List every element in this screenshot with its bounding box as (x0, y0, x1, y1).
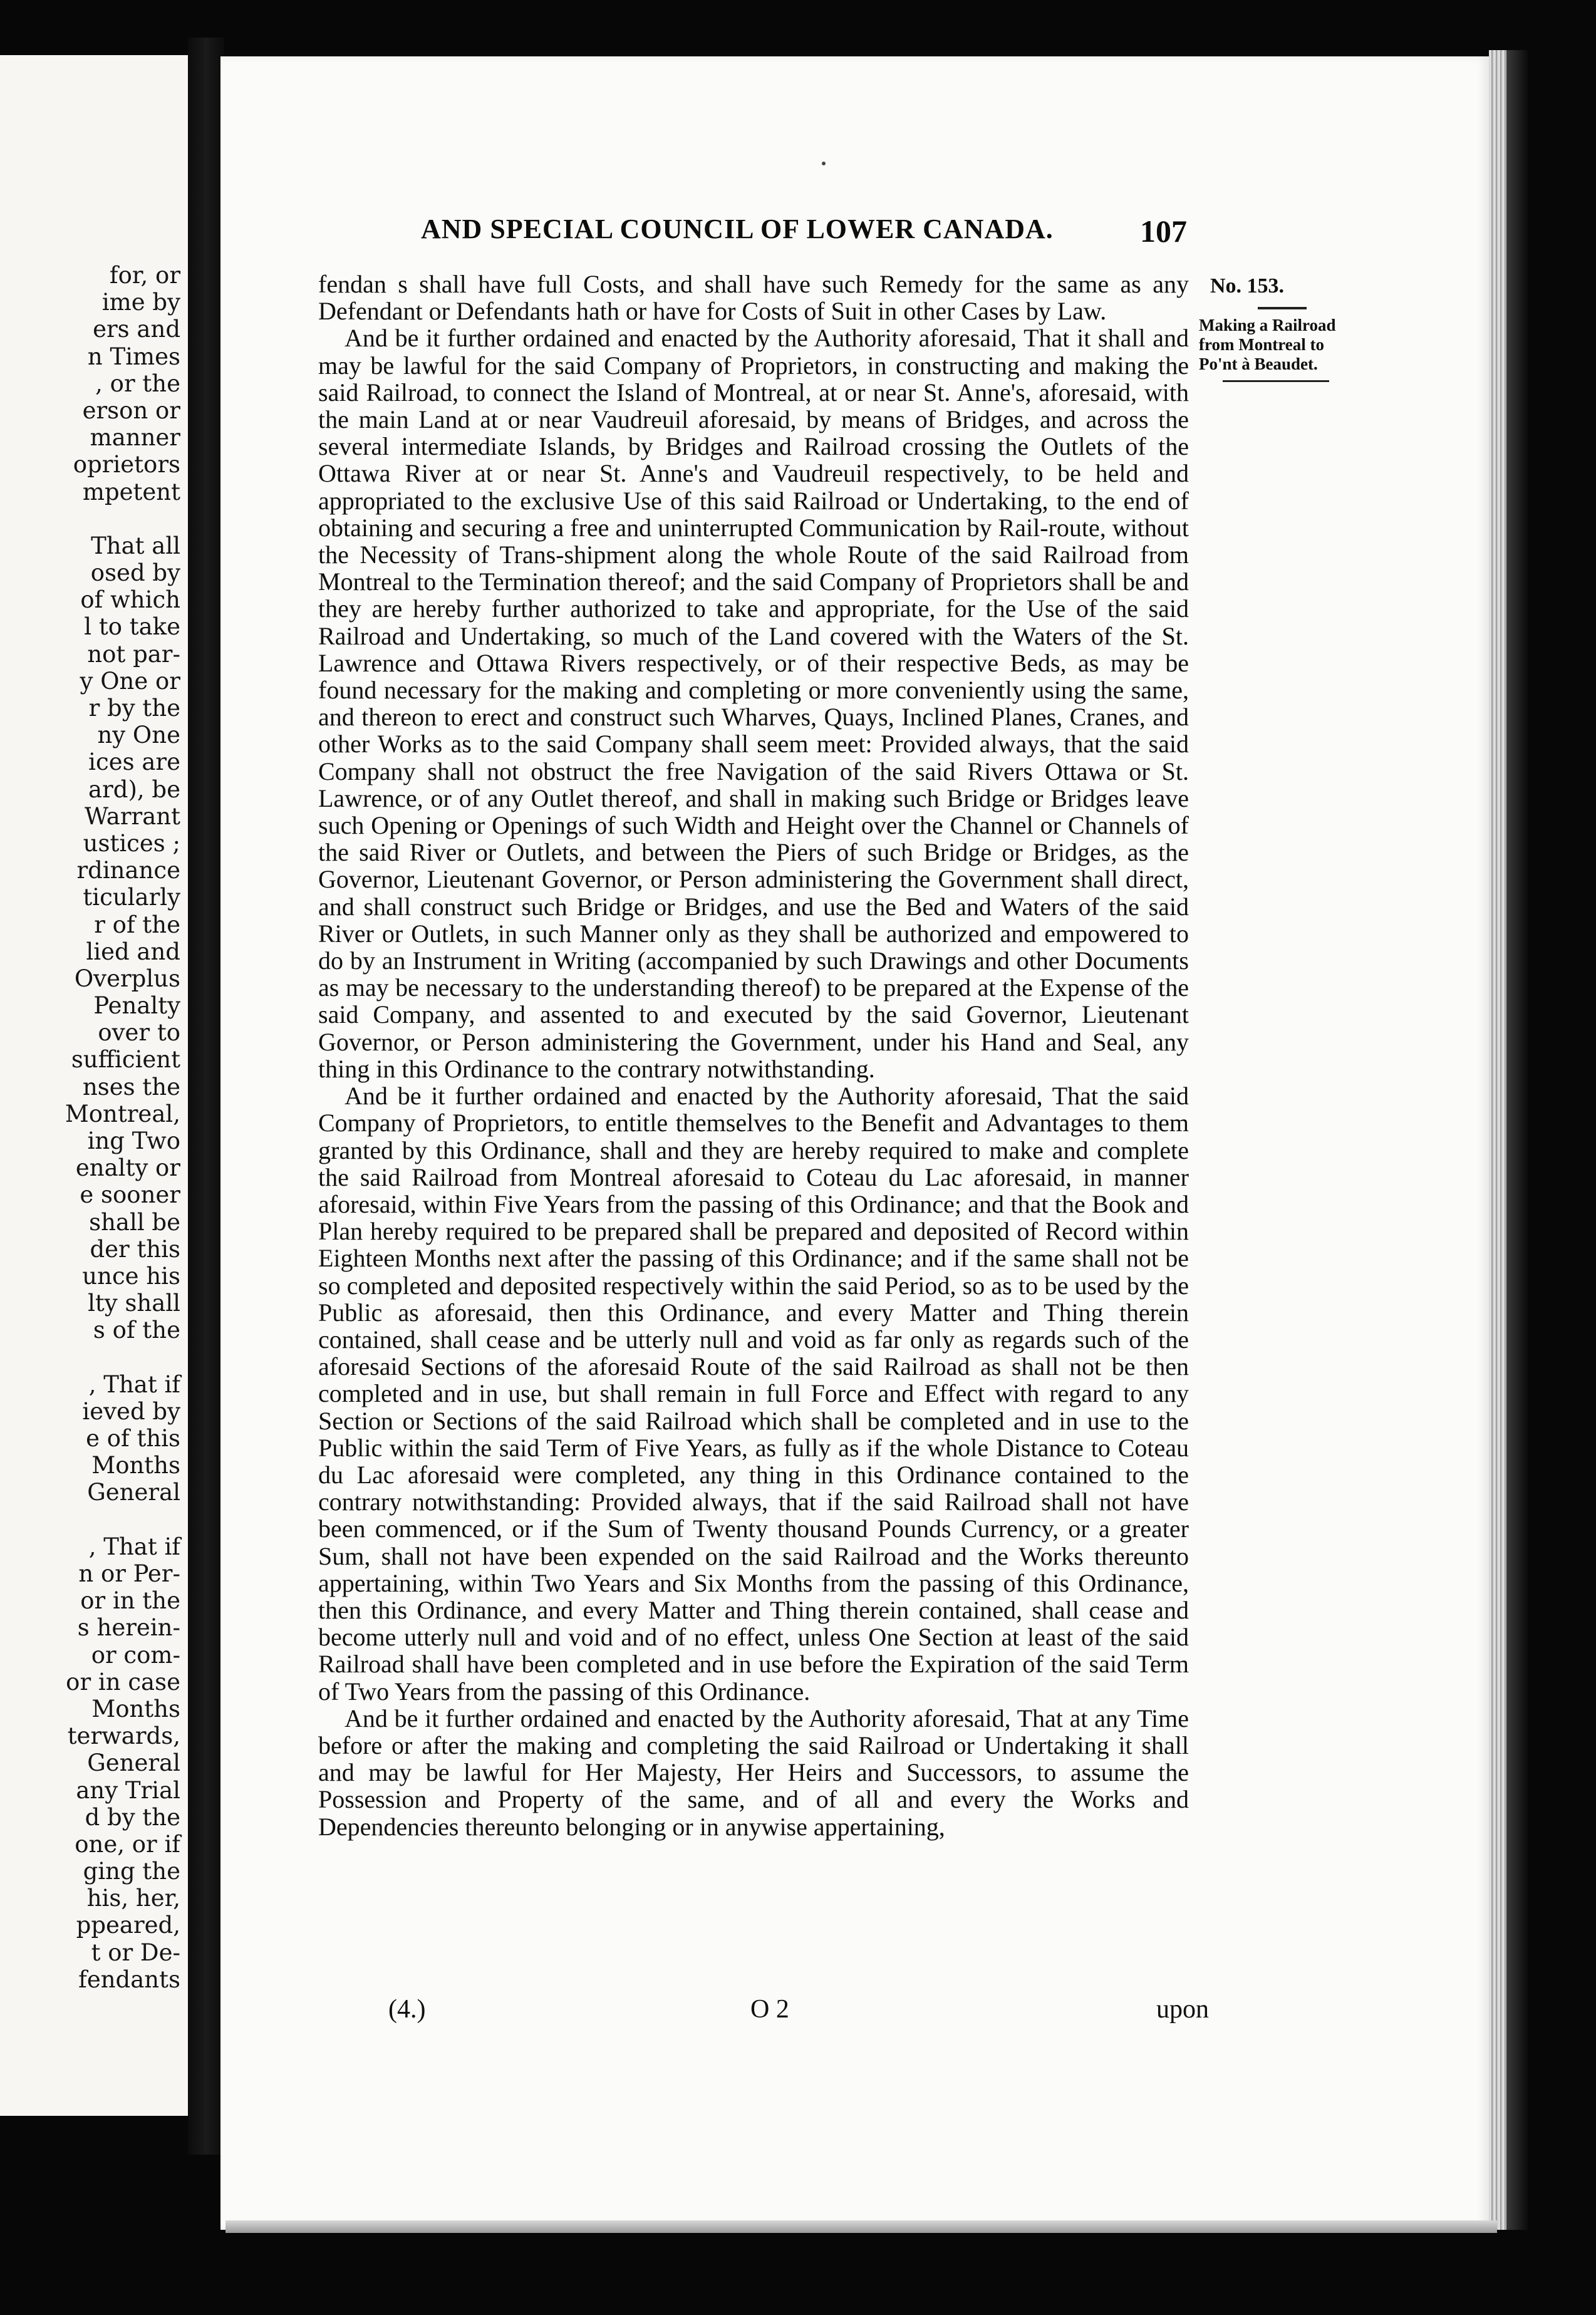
left-page-line: unce his (82, 1262, 180, 1290)
page-footer (388, 1994, 1209, 2026)
left-page-line (0, 1344, 180, 1371)
ink-speck (822, 162, 826, 165)
left-page-line: or in case (66, 1668, 180, 1696)
left-page-line: oprietors (73, 451, 180, 479)
left-page-line: erson or (82, 396, 180, 424)
left-page-line: l to take (84, 613, 180, 641)
left-page-line: ticularly (83, 884, 180, 911)
left-page-line: his, her, (86, 1885, 180, 1912)
left-page-line: e of this (86, 1425, 180, 1453)
left-page-line: nses the (82, 1073, 180, 1101)
margin-note (1198, 274, 1367, 382)
ordinance-number: No. 153. (1210, 274, 1285, 298)
left-page-line: e sooner (80, 1181, 180, 1209)
left-page-line: not par- (87, 640, 180, 668)
left-page-line: n or Per- (78, 1560, 180, 1587)
left-page-line: der this (90, 1235, 180, 1263)
left-page-line: rdinance (76, 857, 180, 884)
left-page-line: ices are (88, 748, 180, 776)
page-bottom-edge (225, 2220, 1497, 2233)
left-page-line: ny One (97, 722, 180, 749)
left-page-line: General (87, 1749, 180, 1777)
margin-rule (1258, 307, 1307, 309)
left-page-line: ard), be (88, 775, 180, 803)
left-page-line: r by the (88, 695, 180, 722)
left-page-line: or in the (80, 1587, 180, 1615)
left-page-line: Months (91, 1452, 180, 1479)
left-page-line: ers and (93, 316, 180, 343)
left-page-line: ieved by (82, 1397, 180, 1425)
left-page-line: mpetent (82, 478, 180, 505)
left-page-line: Penalty (93, 992, 180, 1020)
page-number: 107 (1140, 214, 1187, 249)
margin-rule (1223, 380, 1329, 382)
left-page-line: lied and (86, 938, 180, 965)
left-page-line: t or De- (91, 1939, 180, 1966)
left-page-line: osed by (90, 559, 180, 587)
left-page-line: , That if (88, 1533, 180, 1560)
left-page-line: s of the (93, 1317, 180, 1344)
left-page-line: d by the (85, 1803, 180, 1831)
left-page-line: shall be (89, 1208, 180, 1236)
left-page-line: enalty or (75, 1154, 180, 1182)
margin-note-description: Making a Railroad from Montreal to Po'nt à Beaudet. (1199, 316, 1336, 373)
left-page-line: ppeared, (76, 1912, 180, 1939)
left-page-line: sufficient (71, 1046, 180, 1074)
left-facing-page (0, 55, 188, 2116)
left-page-line: n Times (87, 343, 180, 370)
left-page-line: , or the (95, 370, 180, 397)
paragraph: And be it further ordained and enacted by the Authority aforesaid, That at any Time before or after the making and completing the said Railroad or Undertaking it shall and may be lawful for Her Majesty, Her Heirs and Successors, to assume the Possession and Property of the same, and of all and every the Works and Dependencies thereunto belonging or in anywise appertaining, (318, 1704, 1189, 1841)
left-page-line: manner (90, 424, 180, 452)
page-edge-shadow (1506, 50, 1528, 2230)
left-page-line: y One or (80, 667, 180, 695)
left-page-line: , That if (88, 1370, 180, 1398)
left-page-line: Months (91, 1695, 180, 1722)
running-head: AND SPECIAL COUNCIL OF LOWER CANADA. (421, 214, 1054, 244)
left-page-line: That all (91, 532, 180, 559)
left-page-line: ing Two (87, 1127, 180, 1154)
sheet-mark: O 2 (750, 1995, 789, 2024)
left-page-line (0, 1506, 180, 1533)
signature-mark: (4.) (388, 1995, 426, 2024)
left-page-text-fragments (0, 262, 180, 1993)
paragraph: And be it further ordained and enacted by the Authority aforesaid, That it shall and may be lawful for the said Company of Proprietors, in constructing and making the said Railroad, to connect the Island of Montreal, at or near St. Anne's, aforesaid, with the main Land at or near Vaudreuil aforesaid, by means of Bridges, and across the several intermediate Islands, by Bridges and Railroad crossing the Outlets of the Ottawa River at or near St. Anne's and Vaudreuil respectively, to be held and appropriated to the exclusive Use of this said Railroad or Undertaking, to the end of obtaining and securing a free and uninterrupted Communication by Rail-route, without the Necessity of Trans-shipment along the whole Route of the said Railroad from Montreal to the Termination thereof; and the said Company of Proprietors shall be and they are hereby further authorized to take and appropriate, for the Use of the said Railroad and Undertaking, so much of the Land covered with the Waters of the St. Lawrence and Ottawa Rivers respectively, or of their respective Beds, as may be found necessary for the making and completing or more conveniently using the same, and thereon to erect and construct such Wharves, Quays, Inclined Planes, Cranes, and other Works as to the said Company shall seem meet: Provided always, that the said Company shall not obstruct the free Navigation of the said Rivers Ottawa or St. Lawrence, or of any Outlet thereof, and shall in making such Bridge or Bridges leave such Opening or Openings of such Width and Height over the Channel or Channels of the said River or Outlets, and between the Piers of such Bridge or Bridges, as the Governor, Lieutenant Governor, or Person administering the Government shall direct, and shall construct such Bridge or Bridges, and use the Bed and Waters of the said River or Outlets, in such Manner only as they shall be authorized and empowered to do by an Instrument in Writing (accompanied by such Drawings and other Documents as may be necessary to the understanding thereof) to be prepared at the Expense of the said Company, and assented to and executed by the said Governor, Lieutenant Governor, or Person administering the Government, under his Hand and Seal, any thing in this Ordinance to the contrary notwithstanding. (318, 324, 1189, 1083)
left-page-line: any Trial (76, 1776, 180, 1804)
left-page-line: terwards, (67, 1722, 180, 1750)
paragraph: fendan s shall have full Costs, and shall have such Remedy for the same as any Defendant or Defendants hath or have for Costs of Suit in other Cases by Law. (318, 270, 1189, 326)
left-page-line: Overplus (74, 965, 180, 992)
left-page-line: lty shall (88, 1290, 180, 1317)
left-page-line: General (87, 1479, 180, 1506)
catchword: upon (1156, 1995, 1209, 2024)
left-page-line: Warrant (84, 802, 180, 830)
left-page-line: Montreal, (65, 1100, 180, 1127)
left-page-line: over to (98, 1019, 180, 1047)
left-page-line: for, or (109, 262, 180, 289)
left-page-line: fendants (78, 1965, 180, 1993)
left-page-line (0, 505, 180, 532)
left-page-line: r of the (94, 911, 180, 938)
left-page-line: ime by (101, 289, 180, 316)
paragraph: And be it further ordained and enacted by the Authority aforesaid, That the said Company of Proprietors, to entitle themselves to the Benefit and Advantages to them granted by this Ordinance, shall and they are hereby required to make and complete the said Railroad from Montreal aforesaid to Coteau du Lac aforesaid, in manner aforesaid, within Five Years from the passing of this Ordinance; and that the Book and Plan hereby required to be prepared shall be prepared and deposited of Record within Eighteen Months next after the passing of this Ordinance; and if the same shall not be so completed and deposited respectively within the said Period, so as to be used by the Public as aforesaid, then this Ordinance, and every Matter and Thing therein contained, shall cease and be utterly null and void as far only as regards such of the aforesaid Sections of the aforesaid Route of the said Railroad as shall not be then completed and in use, but shall remain in full Force and Effect with regard to any Section or Sections of the said Railroad which shall be completed and in use to the Public within the said Term of Five Years, as fully as if the whole Distance to Coteau du Lac aforesaid were completed, any thing in this Ordinance contained to the contrary notwithstanding: Provided always, that if the said Railroad shall not have been commenced, or if the Sum of Twenty thousand Pounds Currency, or a greater Sum, shall not have been expended on the said Railroad and the Works thereunto appertaining, within Two Years and Six Months from the passing of this Ordinance, then this Ordinance, and every Matter and Thing therein contained, shall cease and become utterly null and void and of no effect, unless One Section at least of the said Railroad shall have been completed and in use before the Expiration of the said Term of Two Years from the passing of this Ordinance. (318, 1082, 1189, 1706)
left-page-line: one, or if (75, 1830, 180, 1858)
left-page-line: or com- (91, 1641, 180, 1669)
left-page-line: ging the (83, 1858, 180, 1885)
left-page-line: s herein- (77, 1614, 180, 1642)
body-text (318, 271, 1189, 1840)
left-page-line: ustices ; (83, 829, 180, 857)
book-gutter (188, 38, 224, 2155)
left-page-line: of which (80, 586, 180, 614)
